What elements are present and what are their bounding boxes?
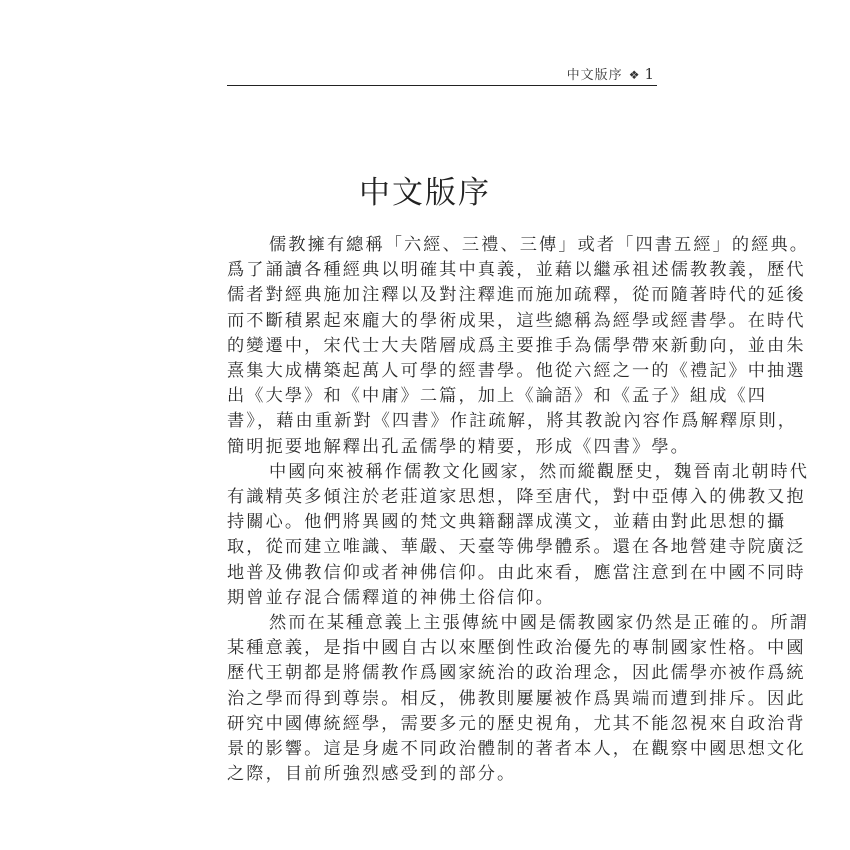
text-line: 然而在某種意義上主張傳統中國是儒教國家仍然是正確的。所謂: [269, 613, 810, 634]
page-title: 中文版序: [359, 174, 491, 211]
text-line: 書》，藉由重新對《四書》作註疏解，將其教說內容作爲解釋原則，: [227, 411, 798, 432]
text-line: 研究中國傳統經學，需要多元的歷史視角，尤其不能忽視來自政治背: [227, 713, 806, 734]
text-line: 熹集大成構築起萬人可學的經書學。他從六經之一的《禮記》中抽選: [227, 361, 806, 382]
page-number: 1: [644, 65, 655, 83]
text-line: 簡明扼要地解釋出孔孟儒學的精要，形成《四書》學。: [227, 436, 690, 457]
text-line: 持關心。他們將異國的梵文典籍翻譯成漢文，並藉由對此思想的攝: [227, 512, 787, 533]
text-line: 某種意義，是指中國自古以來壓倒性政治優先的專制國家性格。中國: [227, 638, 806, 659]
text-line: 之際，目前所強烈感受到的部分。: [227, 764, 517, 785]
text-line: 出《大學》和《中庸》二篇，加上《論語》和《孟子》組成《四: [227, 386, 768, 407]
paragraph-1: [227, 233, 810, 460]
text-line: 的變遷中，宋代士大夫階層成爲主要推手為儒學帶來新動向，並由朱: [227, 335, 806, 356]
text-line: 儒者對經典施加注釋以及對注釋進而施加疏釋，從而隨著時代的延後: [227, 285, 806, 306]
text-line: 歷代王朝都是將儒教作爲國家統治的政治理念，因此儒學亦被作爲統: [227, 663, 806, 684]
text-line: 取，從而建立唯識、華嚴、天臺等佛學體系。還在各地營建寺院廣泛: [227, 537, 806, 558]
text-line: 儒教擁有總稱「六經、三禮、三傳」或者「四書五經」的經典。: [269, 235, 810, 255]
text-line: 而不斷積累起來龐大的學術成果，這些總稱為經學或經書學。在時代: [227, 310, 806, 331]
paragraph-2: [227, 460, 810, 611]
running-head: [227, 64, 655, 84]
paragraph-3: [227, 611, 810, 787]
body-text: [227, 233, 810, 787]
fleuron-icon: ❖: [628, 68, 641, 82]
text-line: 爲了誦讀各種經典以明確其中真義，並藉以繼承祖述儒教教義，歷代: [227, 260, 806, 281]
running-head-title: 中文版序: [566, 68, 623, 83]
text-line: 期曾並存混合儒釋道的神佛土俗信仰。: [227, 587, 555, 608]
text-line: 有識精英多傾注於老莊道家思想，降至唐代，對中亞傳入的佛教又抱: [227, 487, 806, 508]
text-line: 景的影響。這是身處不同政治體制的著者本人，在觀察中國思想文化: [227, 739, 806, 760]
header-rule: [227, 85, 657, 86]
text-line: 中國向來被稱作儒教文化國家，然而縱觀歷史，魏晉南北朝時代: [269, 461, 810, 482]
text-line: 治之學而得到尊崇。相反，佛教則屢屢被作爲異端而遭到排斥。因此: [227, 688, 806, 709]
text-line: 地普及佛教信仰或者神佛信仰。由此來看，應當注意到在中國不同時: [227, 562, 806, 583]
